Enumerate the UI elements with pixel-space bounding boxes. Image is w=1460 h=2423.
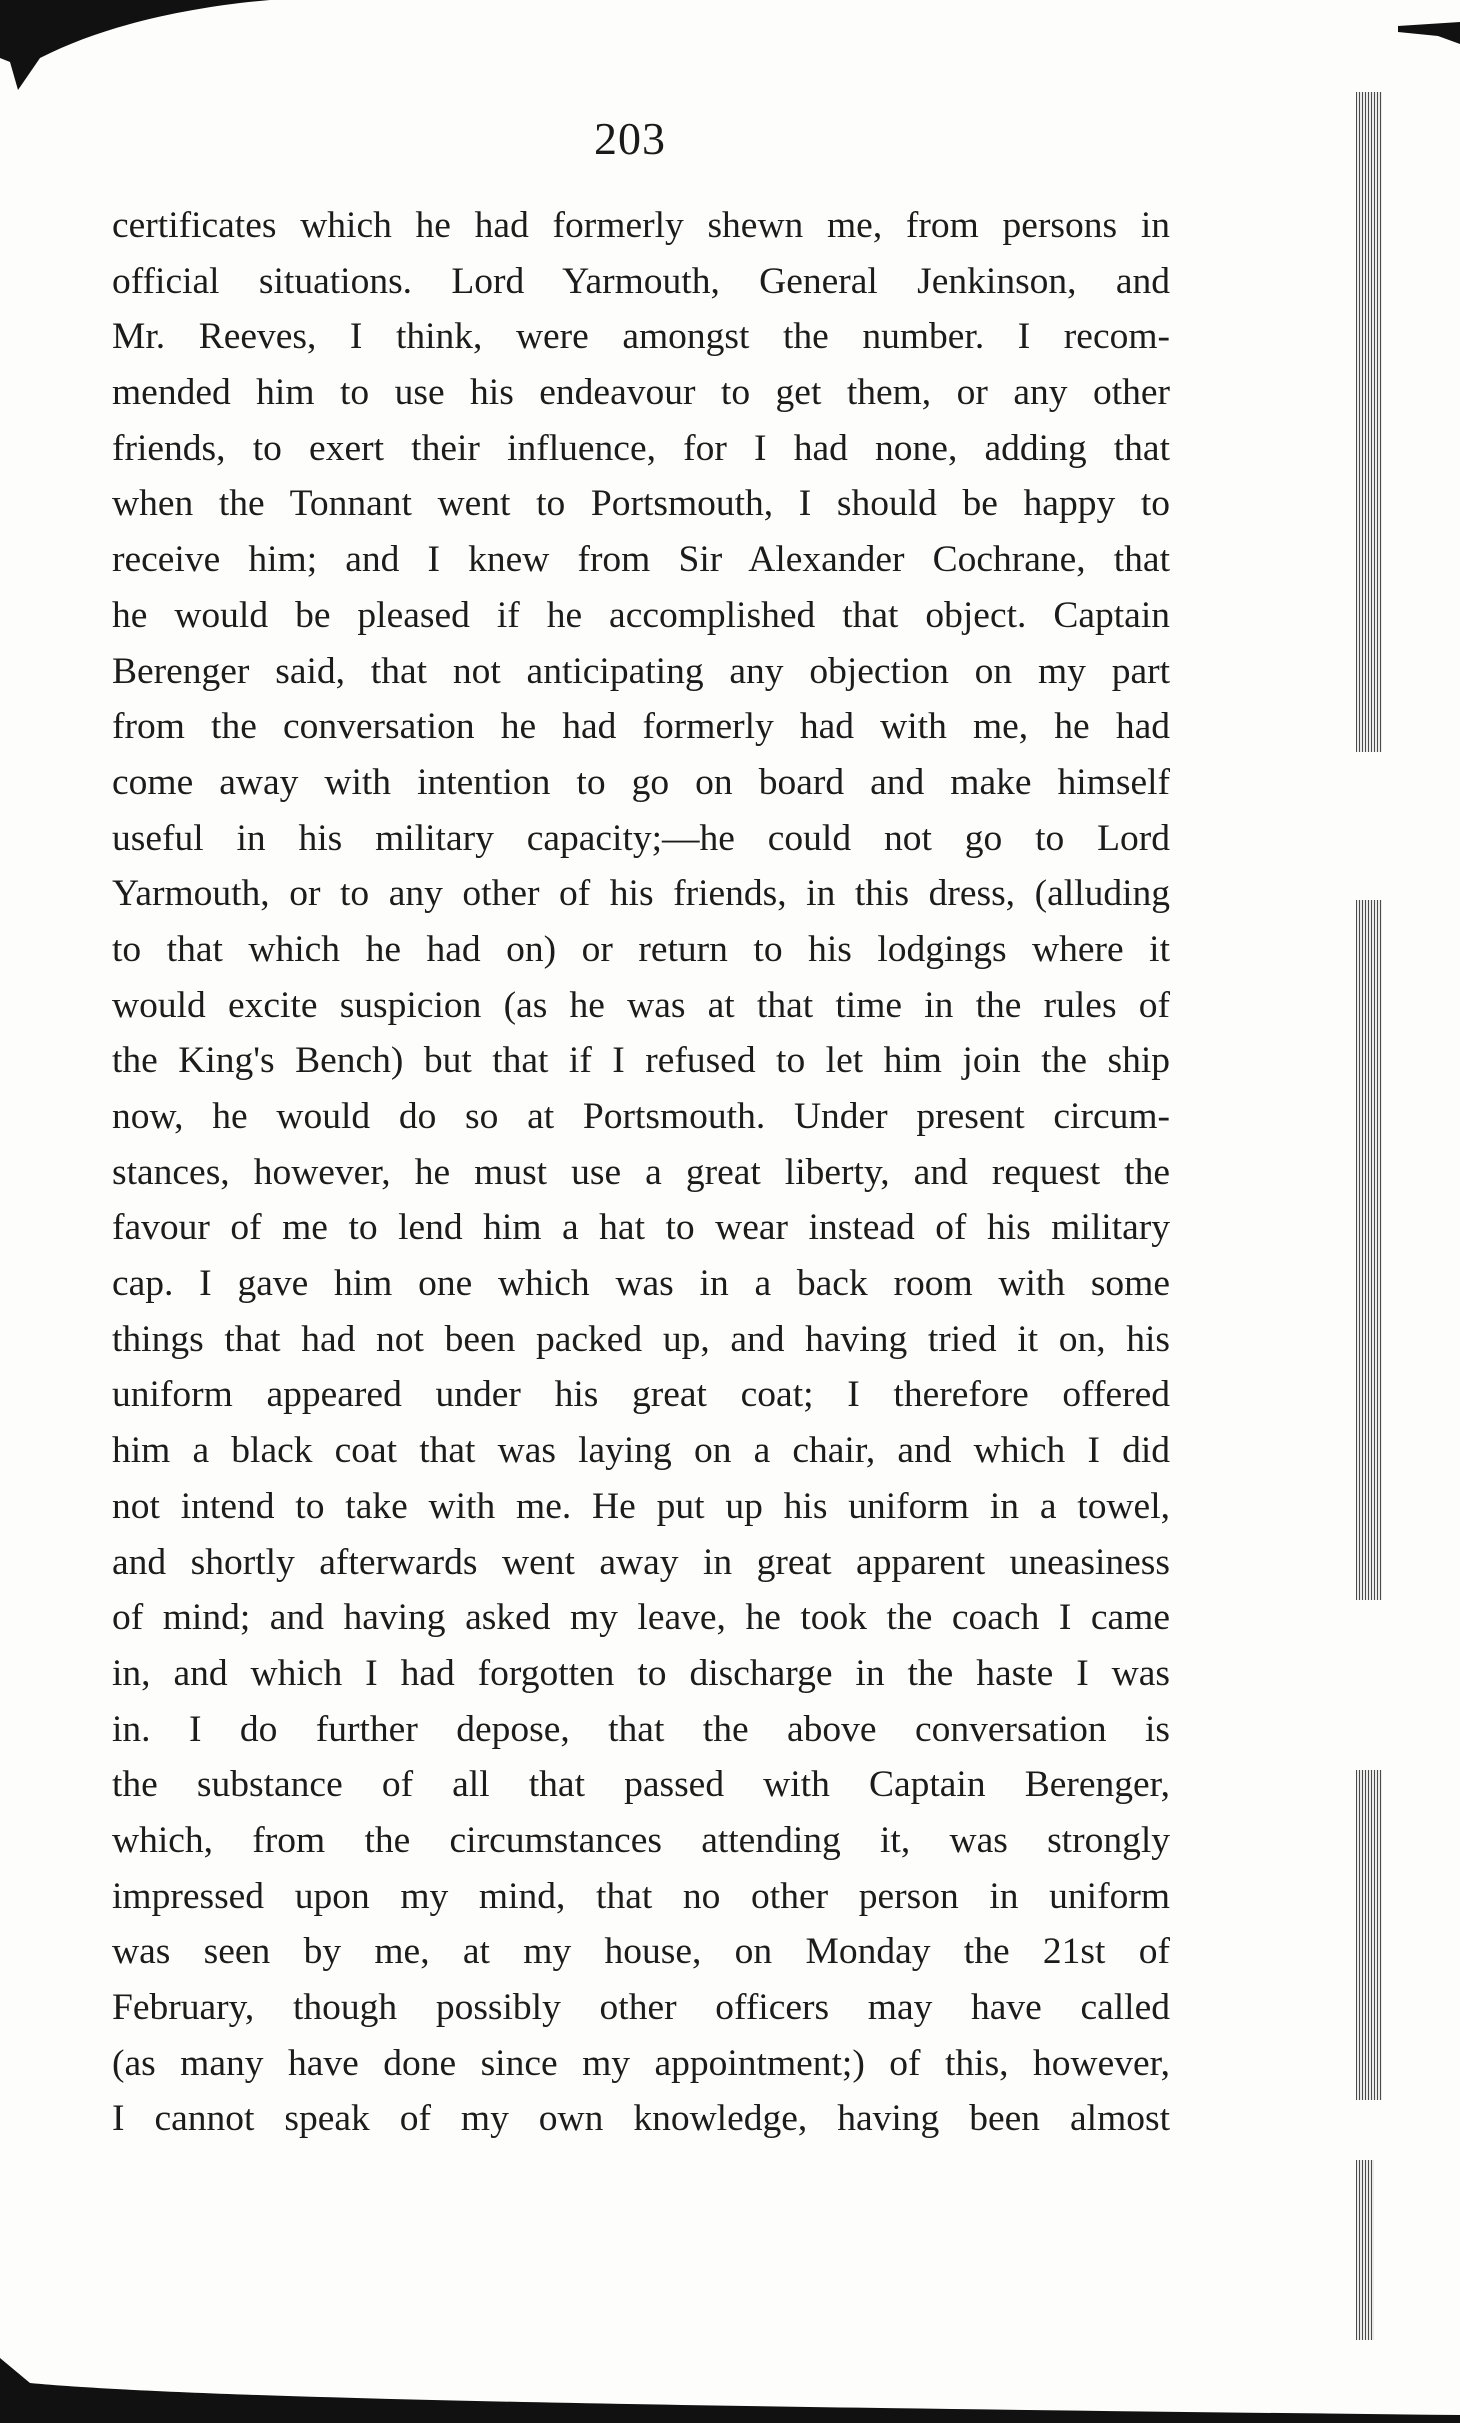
text-line: uniform appeared under his great coat; I therefore offered (112, 1374, 1170, 1416)
text-line: friends, to exert their influence, for I had none, adding that (112, 427, 1170, 469)
text-line: from the conversation he had formerly had with me, he had (112, 706, 1170, 748)
text-line: come away with intention to go on board and make himself (112, 761, 1170, 803)
text-line: he would be pleased if he accomplished that object. Captain (112, 594, 1170, 636)
page-edge-shadow (1356, 1770, 1382, 2100)
text-line: which, from the circumstances attending it, was strongly (112, 1819, 1170, 1861)
text-line: of mind; and having asked my leave, he took the coach I came (112, 1597, 1170, 1639)
text-line: favour of me to lend him a hat to wear instead of his military (112, 1207, 1170, 1249)
scan-corner-mark-top-left (0, 0, 280, 90)
scan-corner-mark-top-right (1398, 22, 1460, 44)
text-line: Berenger said, that not anticipating any objection on my part (112, 650, 1170, 692)
page-edge-shadow (1356, 900, 1382, 1600)
text-line: the King's Bench) but that if I refused to let him join the ship (112, 1040, 1170, 1082)
body-text (112, 198, 1170, 2147)
text-line: I cannot speak of my own knowledge, having been almost (112, 2098, 1170, 2140)
text-line: him a black coat that was laying on a chair, and which I did (112, 1430, 1170, 1472)
text-line: impressed upon my mind, that no other person in uniform (112, 1875, 1170, 1917)
text-line: mended him to use his endeavour to get them, or any other (112, 372, 1170, 414)
page-number: 203 (594, 113, 666, 164)
text-line: certificates which he had formerly shewn me, from persons in (112, 205, 1170, 246)
text-line: cap. I gave him one which was in a back room with some (112, 1263, 1170, 1305)
page-edge-shadow (1356, 92, 1382, 752)
text-line: Mr. Reeves, I think, were amongst the number. I recom- (112, 316, 1170, 358)
text-line: now, he would do so at Portsmouth. Under present circum- (112, 1096, 1170, 1137)
text-line: not intend to take with me. He put up his uniform in a towel, (112, 1485, 1170, 1527)
text-line: receive him; and I knew from Sir Alexander Cochrane, that (112, 539, 1170, 581)
text-line: would excite suspicion (as he was at that time in the rules of (112, 984, 1170, 1026)
text-line: useful in his military capacity;—he could not go to Lord (112, 817, 1170, 859)
text-line: (as many have done since my appointment;) of this, however, (112, 2042, 1170, 2084)
text-line: was seen by me, at my house, on Monday the 21st of (112, 1931, 1170, 1973)
text-line: and shortly afterwards went away in great apparent uneasiness (112, 1541, 1170, 1583)
text-line: to that which he had on) or return to his lodgings where it (112, 928, 1170, 970)
text-line: in, and which I had forgotten to discharge in the haste I was (112, 1652, 1170, 1694)
text-line: the substance of all that passed with Captain Berenger, (112, 1764, 1170, 1806)
text-line: February, though possibly other officers may have called (112, 1987, 1170, 2028)
text-line: Yarmouth, or to any other of his friends, in this dress, (alluding (112, 873, 1170, 915)
text-line: official situations. Lord Yarmouth, General Jenkinson, and (112, 260, 1170, 302)
text-line: things that had not been packed up, and having tried it on, his (112, 1318, 1170, 1360)
text-line: in. I do further depose, that the above conversation is (112, 1708, 1170, 1750)
scan-bottom-edge-mark (0, 2303, 1460, 2423)
text-line: when the Tonnant went to Portsmouth, I should be happy to (112, 483, 1170, 525)
text-line: stances, however, he must use a great liberty, and request the (112, 1151, 1170, 1193)
